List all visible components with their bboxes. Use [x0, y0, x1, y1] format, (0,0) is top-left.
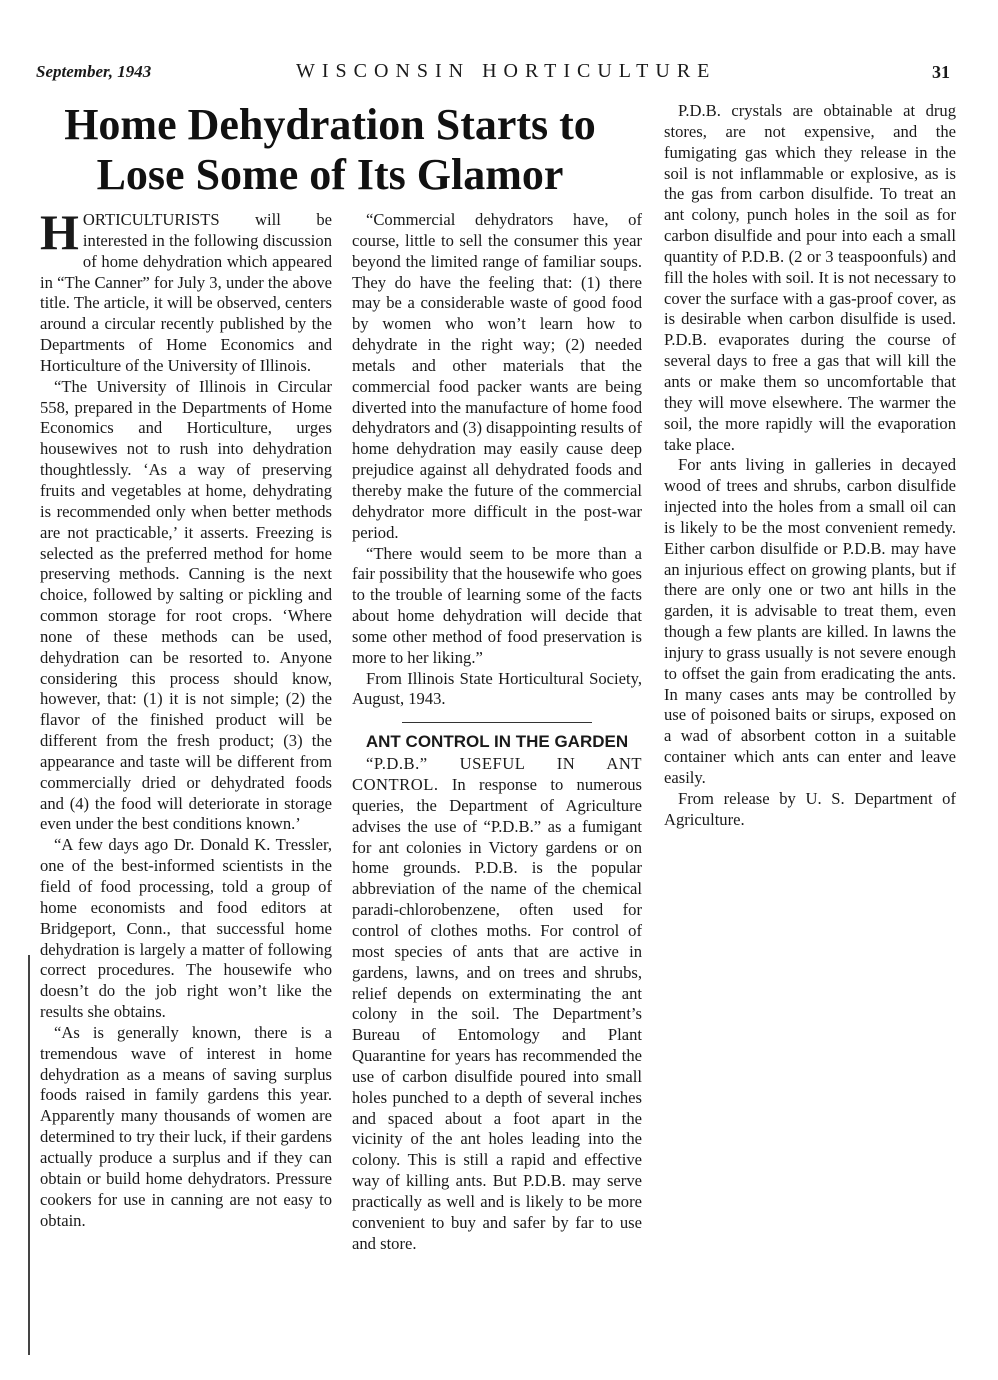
article-paragraph: “The University of Illinois in Circular 558, prepared in the Departments of Home Economics and Horticulture, urges housewives not to rush into dehydration thoughtlessly. ‘As a way of preserving fruits and vegetables at home, dehydrating is recommended only when better methods are not practicable,’ it asserts. Freezing is selected as the preferred method for home preserving methods. Canning is the next choice, followed by salting or pickling and common storage for root crops. ‘Where none of these methods can be used, dehydration can be resorted to. Anyone considering this process should know, however, that: (1) it is not simple; (2) the flavor of the finished product will be different from the fresh product; (3) the appearance and taste will be different from commercially dried or dehydrated foods and (4) the food will deteriorate in storage even under the best conditions known.’	[40, 376, 332, 834]
column-1	[40, 204, 332, 1231]
issue-date: September, 1943	[36, 62, 152, 81]
article-paragraph: “A few days ago Dr. Donald K. Tressler, one of the best-informed scientists in the field of food processing, told a group of home economists and food editors at Bridgeport, Conn., that successful home dehydration is largely a matter of following correct procedures. The housewife who doesn’t do the job right won’t like the results she obtains.	[40, 835, 332, 1022]
ant-paragraph: P.D.B. crystals are obtainable at drug stores, are not expensive, and the fumigating gas which they release in the soil is not inflammable or explosive, as is the gas from carbon disulfide. To treat an ant colony, punch holes in the soil as for carbon disulfide and pour into each a small quantity of P.D.B. (2 or 3 teaspoonfuls) and fill the holes with soil. It is not necessary to cover the surface with a gas-proof cover, as is desirable when carbon disulfide is used. P.D.B. evaporates during the course of several days to free a gas that will kill the ants or make them so uncomfortable that they will move elsewhere. The warmer the soil, the more rapidly will the evaporation take place.	[664, 101, 956, 454]
page-number: 31	[932, 62, 950, 82]
article-paragraph: “Commercial dehydrators have, of course, little to sell the consumer this year beyond the limited range of familiar soups. They do have the feeling that: (1) there may be a considerable waste of good food by women who won’t learn how to dehydrate in the right way; (2) needed metals and other materials that the commercial food packer wants are being diverted into the manufacture of home food dehydrators and (3) disappointing results of home dehydration may easily cause deep prejudice against all dehydrated foods and thereby make the future of the commercial dehydrator more difficult in the post-war period.	[352, 210, 642, 542]
source-credit: From release by U. S. Department of Agriculture.	[664, 788, 956, 829]
ant-article-heading: ANT CONTROL IN THE GARDEN	[365, 732, 629, 752]
article-paragraph: “There would seem to be more than a fair possibility that the housewife who goes to the trouble of learning some of the facts about home dehydration will decide that some other method of food preservation is more to her liking.”	[352, 543, 642, 667]
article-paragraph: “As is generally known, there is a tremendous wave of interest in home dehydration as a means of saving surplus foods raised in family gardens this year. Apparently many thousands of women are determined to try their luck, if their gardens actually produce a surplus and if they can obtain or build home dehydrators. Pressure cookers for use in canning are not easy to obtain.	[40, 1022, 332, 1230]
journal-name: WISCONSIN HORTICULTURE	[296, 60, 717, 82]
source-credit: From Illinois State Horticultural Society, August, 1943.	[352, 668, 642, 709]
running-header	[0, 60, 998, 90]
drop-cap: H	[40, 204, 79, 260]
section-divider	[402, 722, 592, 723]
intro-paragraph	[40, 204, 332, 377]
column-3	[664, 101, 956, 831]
article-title: Home Dehydration Starts to Lose Some of Its Glamor	[64, 100, 596, 199]
margin-rule	[28, 955, 30, 1355]
ant-lead-in: “P.D.B.” USEFUL IN ANT CONTROL.	[352, 754, 642, 795]
ant-paragraph-text: In response to numerous queries, the Department of Agriculture advises the use of “P.D.B.” as a fumigant for ant colonies in Victory gardens or on home grounds. P.D.B. is the popular abbreviation of the name of the chemical paradi-chlorobenzene, often used for control of clothes moths. For control of most species of ants that are active in gardens, lawns, and on trees and shrubs, relief depends on exterminating the ant colony in the soil. The Department’s Bureau of Entomology and Plant Quarantine for years has recommended the use of carbon disulfide poured into small holes punched to a depth of several inches and spaced about a foot apart in the vicinity of the ant holes leading into the colony. This is still a rapid and effective way of killing ants. But P.D.B. may serve practically as well and is likely to be more convenient to buy and safer by far to use and store.	[352, 775, 642, 1253]
ant-paragraph	[352, 754, 642, 1254]
column-2	[352, 210, 642, 1255]
ant-paragraph: For ants living in galleries in decayed wood of trees and shrubs, carbon disulfide injected into the holes from a small oil can is likely to be the most convenient remedy. Either carbon disulfide or P.D.B. may have an injurious effect on growing plants, but if there are only one or two ant hills in the garden, it is advisable to treat them, even though a few plants are killed. In lawns the injury to grass usually is not severe enough to offset the gain from eradicating the ants. In many cases ants may be controlled by use of poisoned baits or sirups, exposed on a wad of absorbent cotton in a suitable container which ants can enter and leave easily.	[664, 455, 956, 787]
intro-text: ORTICULTURISTS will be interested in the following discussion of home dehydration which appeared in “The Canner” for July 3, under the above title. The article, it will be observed, centers around a circular recently published by the Departments of Home Economics and Horticulture of the University of Illinois.	[40, 210, 332, 375]
